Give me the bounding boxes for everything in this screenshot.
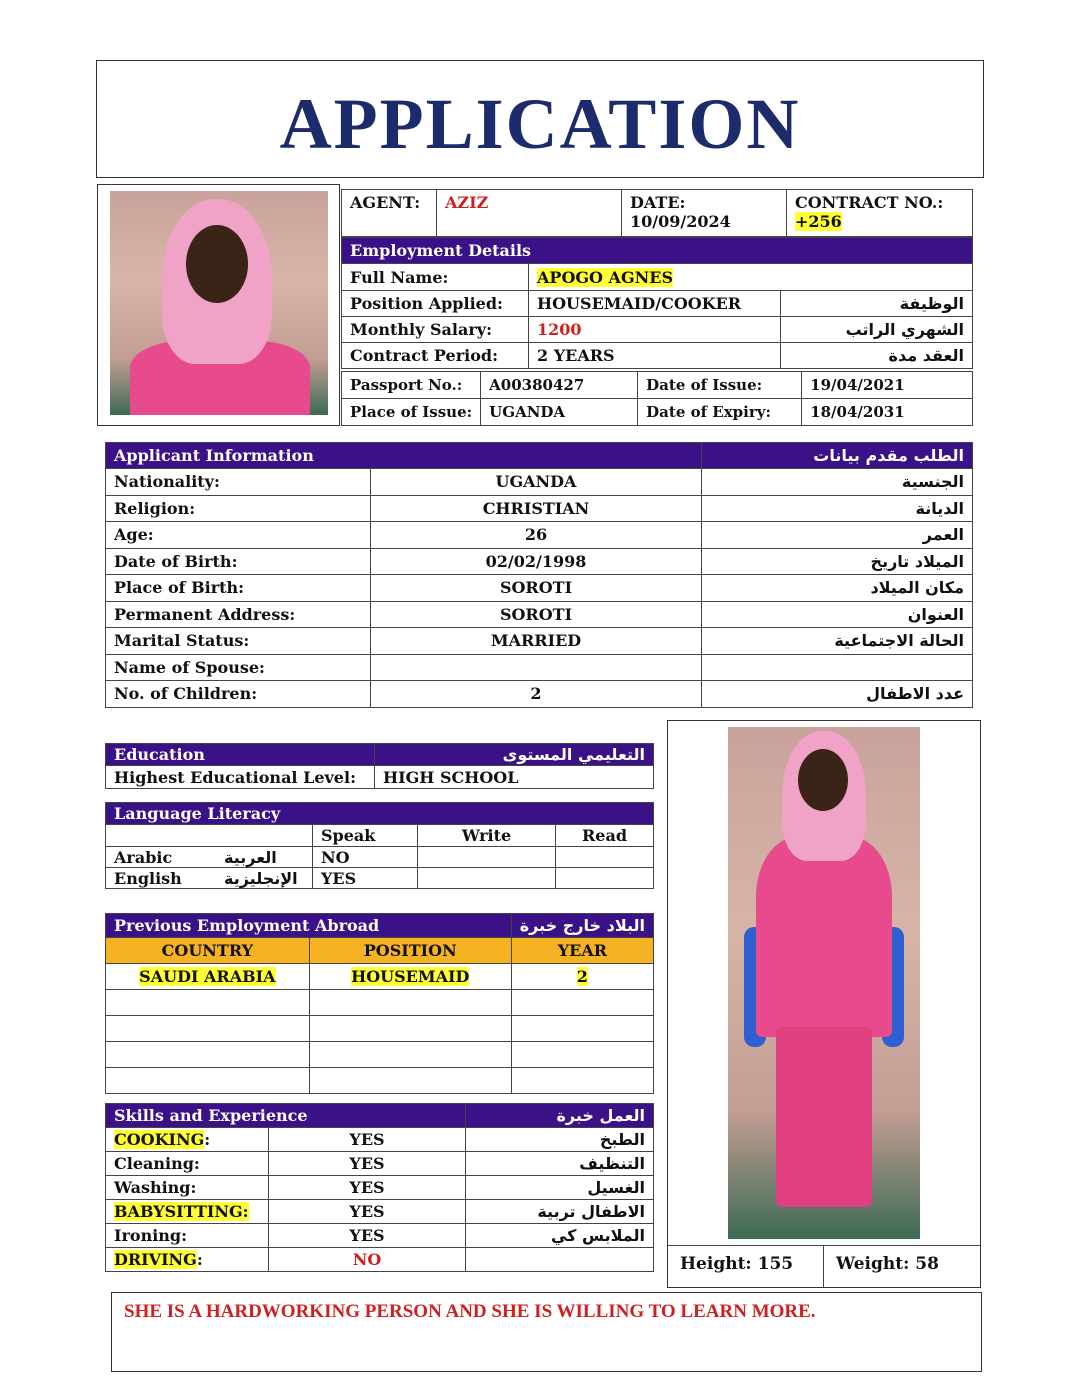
title-box [96,60,984,178]
previous-country-cell [106,964,310,990]
portrait-photo [110,191,328,415]
header-table [341,189,973,237]
skill-label-cell [106,1224,269,1248]
skill-label: DRIVING [114,1250,197,1269]
previous-year-cell [511,1042,653,1068]
table-row [106,1176,654,1200]
table-row [106,495,973,522]
full-name-cell [529,264,973,291]
previous-position-cell [309,1068,511,1094]
skill-label-cell [106,1128,269,1152]
skill-label: Ironing: [114,1226,188,1245]
fullbody-frame [667,720,981,1288]
page-title: APPLICATION [279,84,801,164]
skill-label-ar [466,1248,654,1272]
skill-value: YES [269,1128,466,1152]
fullbody-tunic [756,837,892,1037]
skill-label-ar: الاطفال تربية [466,1200,654,1224]
skill-label: Washing: [114,1178,197,1197]
employment-table [341,237,973,369]
applicant-heading-ar: الطلب مقدم بيانات [702,443,973,469]
previous-position-cell [309,964,511,990]
previous-country-cell [106,1016,310,1042]
applicant-label-ar: الجنسية [702,469,973,496]
language-table [105,802,654,889]
previous-position-cell [309,1042,511,1068]
table-row [106,964,654,990]
previous-year-cell [511,990,653,1016]
applicant-value: SOROTI [371,575,702,602]
skill-value: YES [269,1176,466,1200]
table-row [106,1016,654,1042]
applicant-value [371,654,702,681]
previous-country-cell [106,1068,310,1094]
language-name-cell [106,847,313,868]
table-row [106,1152,654,1176]
table-row [106,469,973,496]
skill-label-suffix: : [204,1130,211,1149]
skill-label: COOKING [114,1130,205,1149]
passport-no-value: A00380427 [481,372,638,399]
skill-label-cell [106,1200,269,1224]
contract-cell [787,190,973,237]
remark-text: SHE IS A HARDWORKING PERSON AND SHE IS WILLING TO LEARN MORE. [124,1301,816,1322]
applicant-value: UGANDA [371,469,702,496]
applicant-heading: Applicant Information [106,443,702,469]
language-col-speak: Speak [313,825,418,847]
language-read [556,868,654,889]
table-row [106,1068,654,1094]
salary-value: 1200 [529,317,781,343]
applicant-value: CHRISTIAN [371,495,702,522]
language-col-read: Read [556,825,654,847]
table-row [106,1248,654,1272]
table-row [106,1042,654,1068]
skill-label: BABYSITTING: [114,1202,249,1221]
previous-col-position: POSITION [309,938,511,964]
applicant-value: 2 [371,681,702,708]
applicant-value: SOROTI [371,601,702,628]
applicant-value: 02/02/1998 [371,548,702,575]
table-row [106,868,654,889]
applicant-value: MARRIED [371,628,702,655]
applicant-label-ar: عدد الاطفال [702,681,973,708]
date-value: 10/09/2024 [630,212,731,231]
skill-label-ar: الطبخ [466,1128,654,1152]
language-name-cell [106,868,313,889]
previous-year-cell [511,964,653,990]
education-level-value: HIGH SCHOOL [375,766,654,789]
applicant-label-ar: مكان الميلاد [702,575,973,602]
previous-year-cell [511,1068,653,1094]
skills-heading-ar: العمل خبرة [466,1104,654,1128]
agent-value: AZIZ [437,190,622,237]
table-row [106,628,973,655]
skill-label-cell [106,1176,269,1200]
applicant-label: No. of Children: [106,681,371,708]
remark-box [111,1292,982,1372]
previous-country-cell [106,990,310,1016]
position-label: Position Applied: [342,291,529,317]
education-heading-ar: التعليمي المستوى [375,744,654,766]
portrait-frame [97,184,340,426]
table-row [106,1128,654,1152]
skill-label-cell [106,1152,269,1176]
applicant-label: Age: [106,522,371,549]
language-heading: Language Literacy [106,803,654,825]
applicant-label-ar: العنوان [702,601,973,628]
previous-year: 2 [576,967,588,986]
issue-date-label: Date of Issue: [638,372,802,399]
previous-col-year: YEAR [511,938,653,964]
skill-value: NO [269,1248,466,1272]
previous-heading: Previous Employment Abroad [106,914,512,938]
table-row [106,601,973,628]
full-name-value: APOGO AGNES [537,267,674,287]
applicant-label-ar [702,654,973,681]
language-name: English [114,868,182,888]
skill-label-cell [106,1248,269,1272]
passport-table [341,371,973,426]
table-row [106,1200,654,1224]
language-write [418,847,556,868]
skill-value: YES [269,1224,466,1248]
education-table [105,743,654,789]
period-value: 2 YEARS [529,343,781,369]
applicant-label: Date of Birth: [106,548,371,575]
applicant-label: Religion: [106,495,371,522]
language-name-ar: العربية [224,847,277,867]
previous-country-cell [106,1042,310,1068]
height-value: Height: 155 [668,1246,824,1288]
expiry-label: Date of Expiry: [638,399,802,426]
skill-label-ar: الغسيل [466,1176,654,1200]
place-issue-label: Place of Issue: [342,399,481,426]
table-row [106,847,654,868]
date-cell [622,190,787,237]
expiry-value: 18/04/2031 [802,399,973,426]
salary-ar: الشهري الراتب [781,317,973,343]
full-name-label: Full Name: [342,264,529,291]
fullbody-photo [728,727,920,1239]
applicant-label: Place of Birth: [106,575,371,602]
applicant-label-ar: العمر [702,522,973,549]
position-ar: الوظيفة [781,291,973,317]
weight-value: Weight: 58 [836,1254,939,1274]
issue-date-value: 19/04/2021 [802,372,973,399]
skill-value: YES [269,1152,466,1176]
passport-no-label: Passport No.: [342,372,481,399]
applicant-label-ar: الديانة [702,495,973,522]
language-speak: YES [313,868,418,889]
skill-label-ar: الملابس كي [466,1224,654,1248]
language-name: Arabic [114,847,173,867]
salary-label: Monthly Salary: [342,317,529,343]
applicant-label: Permanent Address: [106,601,371,628]
language-col-write: Write [418,825,556,847]
previous-col-country: COUNTRY [106,938,310,964]
table-row [106,1224,654,1248]
previous-heading-ar: البلاد خارج خبرة [511,914,653,938]
applicant-table [105,442,973,708]
fullbody-face [798,749,848,811]
place-issue-value: UGANDA [481,399,638,426]
applicant-label-ar: الحالة الاجتماعية [702,628,973,655]
table-row [106,681,973,708]
table-row [106,575,973,602]
education-level-label: Highest Educational Level: [106,766,375,789]
contract-label: CONTRACT NO.: [795,193,944,212]
language-col-blank [106,825,313,847]
applicant-label-ar: الميلاد تاريخ [702,548,973,575]
fullbody-trousers [776,1027,872,1207]
previous-year-cell [511,1016,653,1042]
contract-value: +256 [795,212,842,231]
skill-label-ar: التنظيف [466,1152,654,1176]
language-read [556,847,654,868]
employment-heading: Employment Details [342,238,973,264]
applicant-label: Name of Spouse: [106,654,371,681]
previous-position: HOUSEMAID [351,967,470,986]
date-label: DATE: [630,193,686,212]
skill-value: YES [269,1200,466,1224]
agent-label: AGENT: [342,190,437,237]
skill-label: Cleaning: [114,1154,200,1173]
skills-table [105,1103,654,1272]
period-ar: العقد مدة [781,343,973,369]
previous-country: SAUDI ARABIA [139,967,276,986]
language-write [418,868,556,889]
table-row [106,548,973,575]
table-row [106,990,654,1016]
previous-position-cell [309,1016,511,1042]
previous-employment-table [105,913,654,1094]
applicant-value: 26 [371,522,702,549]
education-heading: Education [106,744,375,766]
skill-label-suffix: : [196,1250,203,1269]
applicant-label: Marital Status: [106,628,371,655]
measurements-row [668,1245,980,1287]
language-name-ar: الإنجليزية [224,868,298,888]
language-speak: NO [313,847,418,868]
previous-position-cell [309,990,511,1016]
table-row [106,654,973,681]
period-label: Contract Period: [342,343,529,369]
table-row [106,522,973,549]
applicant-label: Nationality: [106,469,371,496]
position-value: HOUSEMAID/COOKER [529,291,781,317]
skills-heading: Skills and Experience [106,1104,466,1128]
portrait-face [186,225,248,303]
